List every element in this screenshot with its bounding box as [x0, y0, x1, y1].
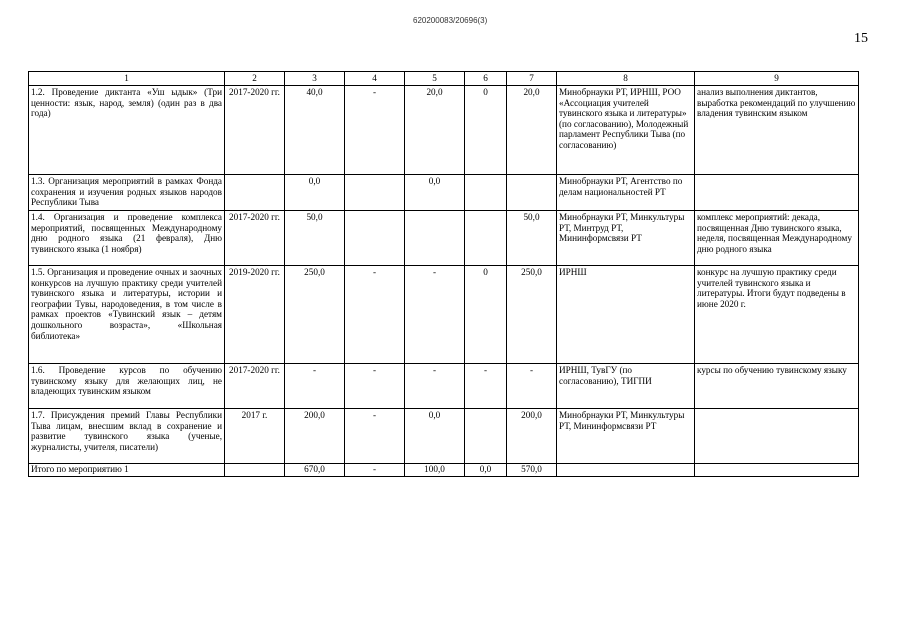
value-cell: [465, 175, 507, 211]
value-cell: 50,0: [507, 211, 557, 266]
value-cell: 0: [465, 86, 507, 175]
executors-cell: ИРНШ, ТувГУ (по согласованию), ТИГПИ: [557, 364, 695, 409]
value-cell: -: [465, 364, 507, 409]
value-cell: -: [285, 364, 345, 409]
period-cell: 2017-2020 гг.: [225, 211, 285, 266]
value-cell: 100,0: [405, 464, 465, 477]
activity-name-cell: 1.2. Проведение диктанта «Уш ыдык» (Три ценности: язык, народ, земля) (один раз в два года): [29, 86, 225, 175]
table-row: [29, 266, 859, 364]
column-header: 3: [285, 72, 345, 86]
column-header: 2: [225, 72, 285, 86]
value-cell: 570,0: [507, 464, 557, 477]
activity-name-cell: 1.7. Присуждения премий Главы Республики Тыва лицам, внесшим вклад в сохранение и развитие тувинского языка (ученые, журналисты, учителя, писатели): [29, 409, 225, 464]
activity-name-cell: 1.6. Проведение курсов по обучению тувинскому языку для желающих лиц, не владеющих тувинским языком: [29, 364, 225, 409]
value-cell: 200,0: [285, 409, 345, 464]
value-cell: -: [405, 266, 465, 364]
column-header: 1: [29, 72, 225, 86]
table-row: [29, 86, 859, 175]
value-cell: 200,0: [507, 409, 557, 464]
table-row: [29, 211, 859, 266]
value-cell: -: [405, 364, 465, 409]
value-cell: [465, 409, 507, 464]
column-header: 5: [405, 72, 465, 86]
activity-name-cell: 1.4. Организация и проведение комплекса мероприятий, посвященных Международному дню родного языка (21 февраля), Дню тувинского языка (1 ноября): [29, 211, 225, 266]
value-cell: [345, 211, 405, 266]
value-cell: -: [345, 364, 405, 409]
column-header: 8: [557, 72, 695, 86]
result-cell: анализ выполнения диктантов, выработка рекомендаций по улучшению владения тувинским языком: [695, 86, 859, 175]
period-cell: [225, 175, 285, 211]
value-cell: -: [507, 364, 557, 409]
table-row: [29, 364, 859, 409]
result-cell: курсы по обучению тувинскому языку: [695, 364, 859, 409]
period-cell: 2017-2020 гг.: [225, 364, 285, 409]
total-label-cell: Итого по мероприятию 1: [29, 464, 225, 477]
executors-cell: Минобрнауки РТ, ИРНШ, РОО «Ассоциация учителей тувинского языка и литературы» (по согласованию), Молодежный парламент Республики Тыва (по согласованию): [557, 86, 695, 175]
value-cell: -: [345, 464, 405, 477]
value-cell: 250,0: [285, 266, 345, 364]
result-cell: [695, 409, 859, 464]
value-cell: 0,0: [405, 409, 465, 464]
column-header: 6: [465, 72, 507, 86]
value-cell: 250,0: [507, 266, 557, 364]
value-cell: 20,0: [507, 86, 557, 175]
period-cell: 2017-2020 гг.: [225, 86, 285, 175]
value-cell: 0,0: [285, 175, 345, 211]
table-header-row: [29, 72, 859, 86]
value-cell: -: [345, 409, 405, 464]
value-cell: 40,0: [285, 86, 345, 175]
result-cell: комплекс мероприятий: декада, посвященная Дню тувинского языка, неделя, посвященная Международному дню родного языка: [695, 211, 859, 266]
page-number: 15: [854, 31, 868, 46]
executors-cell: Минобрнауки РТ, Минкультуры РТ, Mининформсвязи РТ: [557, 409, 695, 464]
value-cell: 0,0: [405, 175, 465, 211]
column-header: 4: [345, 72, 405, 86]
total-row: [29, 464, 859, 477]
column-header: 9: [695, 72, 859, 86]
result-cell: [695, 175, 859, 211]
executors-cell: Минобрнауки РТ, Агентство по делам национальностей РТ: [557, 175, 695, 211]
result-cell: конкурс на лучшую практику среди учителей тувинского языка и литературы. Итоги будут подведены в июне 2020 г.: [695, 266, 859, 364]
value-cell: -: [345, 266, 405, 364]
document-code: 620200083/20696(3): [413, 16, 488, 25]
period-cell: 2019-2020 гг.: [225, 266, 285, 364]
activity-name-cell: 1.3. Организация мероприятий в рамках Фонда сохранения и изучения родных языков народов Республики Тыва: [29, 175, 225, 211]
value-cell: 50,0: [285, 211, 345, 266]
executors-cell: ИРНШ: [557, 266, 695, 364]
value-cell: 0: [465, 266, 507, 364]
period-cell: 2017 г.: [225, 409, 285, 464]
table-row: [29, 175, 859, 211]
value-cell: [507, 175, 557, 211]
activities-table: [28, 71, 859, 477]
period-cell: [225, 464, 285, 477]
executors-cell: Минобрнауки РТ, Минкультуры РТ, Минтруд РТ, Mининформсвязи РТ: [557, 211, 695, 266]
activity-name-cell: 1.5. Организация и проведение очных и заочных конкурсов на лучшую практику среди учителей тувинского языка и литературы, истории и географии Тувы, народоведения, в том числе в рамках проектов «Тувинский язык – детям дошкольного возраста», «Школьная библиотека»: [29, 266, 225, 364]
executors-cell: [557, 464, 695, 477]
value-cell: 0,0: [465, 464, 507, 477]
column-header: 7: [507, 72, 557, 86]
value-cell: -: [345, 86, 405, 175]
result-cell: [695, 464, 859, 477]
value-cell: [465, 211, 507, 266]
value-cell: 20,0: [405, 86, 465, 175]
value-cell: [345, 175, 405, 211]
value-cell: 670,0: [285, 464, 345, 477]
value-cell: [405, 211, 465, 266]
table-row: [29, 409, 859, 464]
